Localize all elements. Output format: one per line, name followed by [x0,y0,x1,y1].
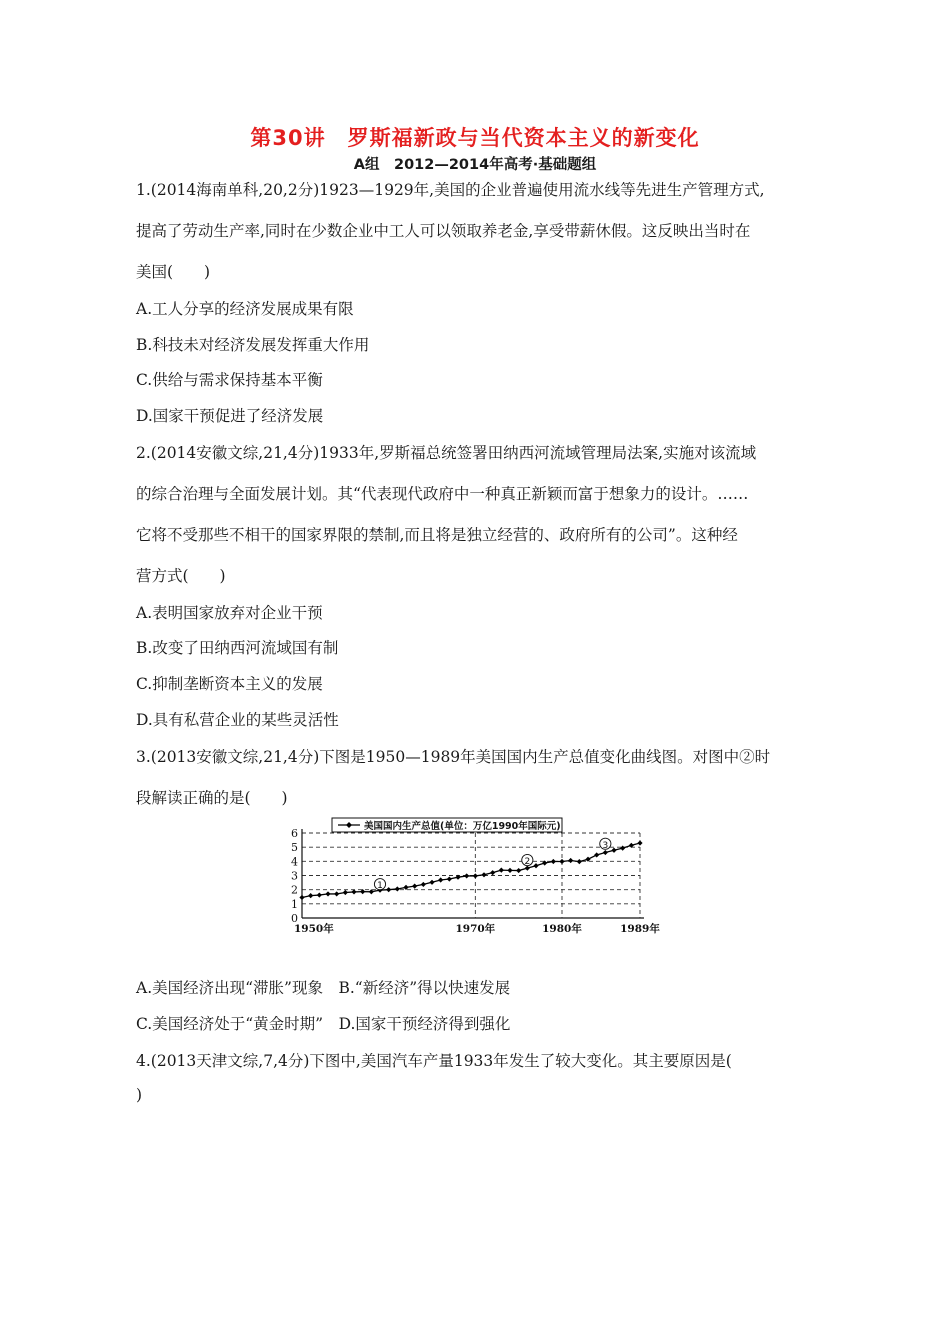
question-2-option-d: D.具有私营企业的某些灵活性 [136,711,339,729]
gdp-data-point [473,873,478,878]
question-3-stem: 段解读正确的是( ) [136,789,288,807]
gdp-data-point [507,868,512,873]
question-2-option-c: C.抑制垄断资本主义的发展 [136,675,323,693]
x-tick-label: 1950年 [294,923,334,935]
question-3-options-ab: A.美国经济出现“滞胀”现象 B.“新经济”得以快速发展 [136,979,511,997]
x-tick-label: 1970年 [455,923,496,935]
gdp-data-point [637,840,642,845]
question-1-option-d: D.国家干预促进了经济发展 [136,407,324,425]
question-2-option-a: A.表明国家放弃对企业干预 [136,604,323,622]
gdp-data-point [412,884,417,889]
question-1-option-a: A.工人分享的经济发展成果有限 [136,300,354,318]
gdp-data-point [516,868,521,873]
y-tick-label: 6 [291,827,298,840]
y-tick-label: 1 [291,897,298,911]
gdp-line-chart [288,816,668,940]
period-marker-label: 2 [524,857,531,868]
gdp-data-point [395,886,400,891]
gdp-data-point [577,859,582,864]
gdp-data-point [490,870,495,875]
gdp-data-point [568,858,573,863]
y-tick-label: 4 [291,855,298,869]
question-2-option-b: B.改变了田纳西河流域国有制 [136,639,339,657]
question-2-stem: 的综合治理与全面发展计划。其“代表现代政府中一种真正新颖而富于想象力的设计。…… [136,485,749,503]
question-2-stem: 2.(2014安徽文综,21,4分)1933年,罗斯福总统签署田纳西河流域管理局法案,实施对该流域 [136,444,757,462]
x-tick-label: 1980年 [542,923,582,935]
section-subtitle: A组 2012—2014年高考·基础题组 [353,157,597,173]
gdp-data-point [551,859,556,864]
question-4-stem: 4.(2013天津文综,7,4分)下图中,美国汽车产量1933年发生了较大变化。其主要原因是( [136,1052,732,1070]
gdp-data-point [325,891,330,896]
gdp-data-point [421,882,426,887]
gdp-data-point [386,887,391,892]
gdp-data-point [499,868,504,873]
question-3-options-cd: C.美国经济处于“黄金时期” D.国家干预经济得到强化 [136,1015,511,1033]
gdp-data-point [447,876,452,881]
gdp-data-point [299,895,304,900]
gdp-data-point [429,880,434,885]
question-1-option-b: B.科技未对经济发展发挥重大作用 [136,336,370,354]
gdp-data-point [464,873,469,878]
y-tick-label: 2 [291,883,298,897]
question-3-stem: 3.(2013安徽文综,21,4分)下图是1950—1989年美国国内生产总值变化曲线图。对图中②时 [136,748,771,766]
question-1-stem: 美国( ) [136,263,211,281]
question-1-option-c: C.供给与需求保持基本平衡 [136,371,323,389]
period-marker-label: 1 [377,881,383,892]
question-1-stem: 提高了劳动生产率,同时在少数企业中工人可以领取养老金,享受带薪休假。这反映出当时在 [136,222,751,240]
legend-label: 美国国内生产总值(单位：万亿1990年国际元) [364,821,561,832]
question-2-stem: 营方式( ) [136,567,226,585]
gdp-data-point [308,893,313,898]
y-tick-label: 0 [291,912,298,925]
question-1-stem: 1.(2014海南单科,20,2分)1923—1929年,美国的企业普遍使用流水线等先进生产管理方式, [136,181,765,199]
x-tick-label: 1989年 [620,923,660,935]
period-marker-label: 3 [602,840,609,851]
gdp-data-point [611,848,616,853]
gdp-data-point [481,872,486,877]
question-2-stem: 它将不受那些不相干的国家界限的禁制,而且将是独立经营的、政府所有的公司”。这种经 [136,526,738,544]
y-tick-label: 5 [291,841,298,855]
y-tick-label: 3 [291,869,298,883]
gdp-data-point [317,892,322,897]
page-title: 第30讲 罗斯福新政与当代资本主义的新变化 [250,126,700,150]
gdp-data-point [438,877,443,882]
gdp-data-point [594,852,599,857]
gdp-data-point [559,859,564,864]
gdp-data-point [343,890,348,895]
gdp-data-point [620,846,625,851]
gdp-line-chart-svg [288,816,668,940]
gdp-data-point [533,863,538,868]
gdp-data-point [334,891,339,896]
question-4-stem: ) [136,1086,143,1104]
